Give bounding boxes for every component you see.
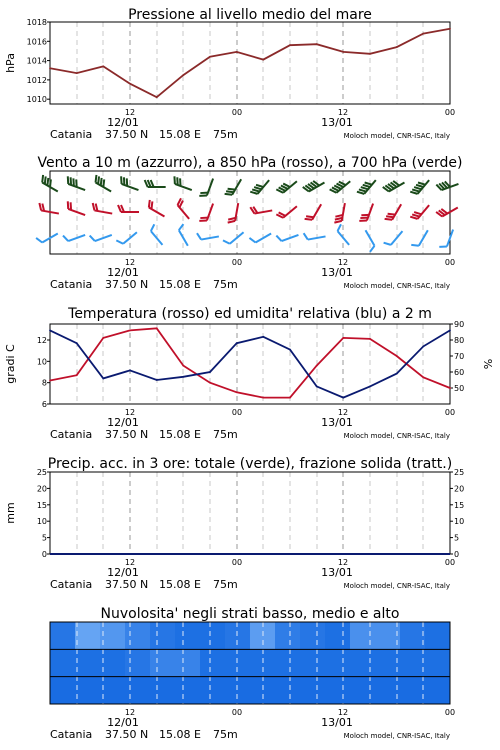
humidity-data-point [129, 370, 131, 372]
precipitation-ytick-label: 10 [36, 517, 47, 527]
wind-barb-850-hPa [359, 201, 373, 223]
pressure-data-point [156, 96, 158, 98]
cloud-date-label: 12/01 [107, 716, 139, 729]
temperature-xtick-label: 00 [444, 408, 456, 417]
precipitation-location-elev: 75m [213, 578, 238, 591]
cloud-cell-alto [275, 622, 301, 649]
pressure-xtick-label: 12 [124, 108, 136, 117]
wind-barb-feather [439, 244, 447, 249]
humidity-ytick-label-right: 90 [454, 320, 465, 329]
precipitation-xtick-label: 12 [124, 558, 136, 567]
wind-barb-850-hPa [92, 203, 114, 214]
temperature-data-point [396, 355, 398, 357]
cloud-cell-alto [425, 622, 451, 649]
wind-barb-700-hPa [330, 176, 351, 195]
chart-title-wind: Vento a 10 m (azzurro), a 850 hPa (rosso), a 700 hPa (verde) [37, 155, 463, 171]
wind-barb-shaft [151, 231, 163, 245]
wind-barb-850-hPa [65, 201, 87, 215]
pressure-data-point [289, 44, 291, 46]
precipitation-right-ytick-label-right: 0 [454, 550, 460, 559]
cloud-cell-alto [325, 622, 351, 649]
cloud-cell-basso [350, 677, 376, 704]
cloud-cell-medio [225, 649, 251, 676]
ylabel-humidity: % [482, 358, 495, 370]
cloud-cell-medio [75, 649, 101, 676]
pressure-data-point [102, 65, 104, 67]
temperature-data-point [262, 397, 264, 399]
wind-barb-10-m [249, 227, 271, 244]
pressure-data-point [342, 51, 344, 53]
cloud-cell-alto [75, 622, 101, 649]
temperature-location-elev: 75m [213, 428, 238, 441]
wind-date-label: 13/01 [321, 266, 353, 279]
wind-barb-10-m [276, 228, 298, 242]
wind-barb-850-hPa [436, 201, 458, 218]
chart-title-temperature: Temperatura (rosso) ed umidita' relativa (blu) a 2 m [68, 306, 432, 322]
pressure-location-city: Catania [50, 128, 93, 141]
wind-barb-feather [276, 235, 281, 243]
cloud-cell-basso [425, 677, 451, 704]
wind-barb-850-hPa [410, 201, 429, 222]
cloud-cell-basso [50, 677, 76, 704]
cloud-cell-alto [50, 622, 76, 649]
wind-barb-shaft [123, 232, 137, 244]
pressure-data-point [396, 46, 398, 48]
wind-barb-10-m [197, 230, 219, 241]
wind-barb-700-hPa [65, 176, 87, 190]
precipitation-date-label: 13/01 [321, 566, 353, 579]
wind-barb-shaft [391, 231, 403, 245]
wind-barb-700-hPa [303, 176, 325, 193]
precipitation-right-ytick-label-right: 10 [454, 517, 465, 527]
temperature-xtick-label: 12 [124, 408, 136, 417]
cloud-cell-medio [200, 649, 226, 676]
precipitation-right-ytick-label-right: 20 [454, 484, 465, 494]
wind-barb-feather [384, 240, 391, 247]
chart-title-clouds: Nuvolosita' negli strati basso, medio e alto [100, 606, 400, 622]
wind-barb-700-hPa [357, 176, 376, 197]
wind-barb-850-hPa [118, 205, 139, 212]
wind-barb-10-m [384, 227, 403, 248]
wind-barb-10-m [177, 224, 194, 246]
cloud-cell-basso [300, 677, 326, 704]
wind-barb-700-hPa [276, 176, 297, 195]
cloud-cell-alto [125, 622, 151, 649]
cloud-cell-medio [350, 649, 376, 676]
pressure-data-point [449, 28, 451, 30]
wind-barb-feather [177, 224, 185, 230]
ylabel-temperature: gradi C [4, 344, 17, 384]
temperature-data-point [289, 397, 291, 399]
cloud-cell-alto [225, 622, 251, 649]
temperature-data-point [316, 365, 318, 367]
wind-barb-700-hPa [199, 176, 213, 198]
temperature-data-point [76, 374, 78, 376]
wind-barb-shaft [230, 232, 244, 244]
temperature-date-label: 13/01 [321, 416, 353, 429]
humidity-ytick-label-right: 70 [454, 352, 465, 361]
cloud-cell-alto [300, 622, 326, 649]
wind-barb-10-m [90, 228, 112, 242]
pressure-ytick-label: 1016 [26, 37, 47, 47]
wind-barb-700-hPa [145, 180, 166, 187]
wind-barb-850-hPa [199, 201, 213, 223]
pressure-xtick-label: 00 [444, 108, 456, 117]
cloud-location-city: Catania [50, 728, 93, 741]
wind-barb-feather [223, 238, 230, 245]
wind-barb-10-m [223, 227, 244, 246]
cloud-location-lon: 15.08 E [159, 728, 201, 741]
humidity-data-point [209, 371, 211, 373]
humidity-data-point [449, 330, 451, 332]
wind-barb-850-hPa [385, 201, 402, 223]
pressure-data-point [262, 59, 264, 61]
wind-barb-feather [36, 236, 42, 244]
humidity-data-point [289, 349, 291, 351]
cloud-cell-basso [100, 677, 126, 704]
cloud-cell-alto [100, 622, 126, 649]
wind-barb-700-hPa [383, 176, 405, 193]
wind-barb-700-hPa [410, 176, 429, 197]
wind-barb-feather [90, 235, 95, 243]
wind-barb-10-m [149, 224, 168, 245]
cloud-date-label: 13/01 [321, 716, 353, 729]
cloud-cell-medio [425, 649, 451, 676]
cloud-cell-alto [400, 622, 426, 649]
temperature-data-point [236, 391, 238, 393]
wind-location-lat: 37.50 N [105, 278, 149, 291]
pressure-data-point [316, 43, 318, 45]
cloud-cell-medio [150, 649, 176, 676]
precipitation-right-ytick-label-right: 5 [454, 533, 460, 543]
humidity-data-point [156, 379, 158, 381]
cloud-cell-medio [325, 649, 351, 676]
pressure-data-point [76, 72, 78, 74]
temperature-data-point [156, 327, 158, 329]
temperature-data-point [449, 387, 451, 389]
temperature-series-line [50, 328, 450, 397]
wind-barb-700-hPa [250, 176, 269, 197]
wind-barb-shaft [338, 231, 350, 245]
wind-barb-850-hPa [176, 198, 195, 219]
pressure-frame [50, 22, 450, 104]
cloud-cell-medio [175, 649, 201, 676]
pressure-data-point [422, 33, 424, 35]
wind-barb-feather [116, 238, 123, 245]
wind-barb-10-m [304, 230, 326, 241]
ylabel-pressure: hPa [4, 53, 17, 73]
pressure-location-lon: 15.08 E [159, 128, 201, 141]
temperature-model-credit: Moloch model, CNR-ISAC, Italy [343, 432, 450, 440]
humidity-data-point [316, 386, 318, 388]
precipitation-model-credit: Moloch model, CNR-ISAC, Italy [343, 582, 450, 590]
pressure-series-line [50, 29, 450, 97]
wind-location-city: Catania [50, 278, 93, 291]
temperature-data-point [342, 337, 344, 339]
cloud-cell-basso [75, 677, 101, 704]
humidity-data-point [182, 376, 184, 378]
cloud-cell-alto [350, 622, 376, 649]
precipitation-xtick-label: 00 [231, 558, 243, 567]
cloud-cell-basso [150, 677, 176, 704]
humidity-data-point [342, 397, 344, 399]
pressure-data-point [209, 56, 211, 58]
temperature-data-point [49, 380, 51, 382]
pressure-model-credit: Moloch model, CNR-ISAC, Italy [343, 132, 450, 140]
precipitation-ytick-label: 20 [36, 484, 47, 494]
temperature-data-point [209, 382, 211, 384]
humidity-series-line [50, 330, 450, 397]
wind-barb-feather [336, 224, 343, 231]
humidity-data-point [396, 373, 398, 375]
cloud-location-elev: 75m [213, 728, 238, 741]
chart-title-precipitation: Precip. acc. in 3 ore: totale (verde), frazione solida (tratt.) [47, 456, 453, 472]
wind-barb-feather [249, 236, 255, 244]
cloud-cell-medio [400, 649, 426, 676]
cloud-cell-medio [100, 649, 126, 676]
wind-barb-700-hPa [93, 175, 115, 192]
precipitation-date-label: 12/01 [107, 566, 139, 579]
precipitation-xtick-label: 00 [444, 558, 456, 567]
ylabel-precipitation: mm [4, 502, 17, 524]
temperature-ytick-label: 8 [41, 378, 47, 388]
wind-barb-10-m [116, 227, 137, 246]
pressure-data-point [129, 83, 131, 85]
temperature-ytick-label: 12 [36, 336, 47, 345]
pressure-data-point [49, 67, 51, 69]
temperature-data-point [182, 365, 184, 367]
wind-xtick-label: 00 [231, 258, 243, 267]
temperature-xtick-label: 00 [231, 408, 243, 417]
precipitation-location-lat: 37.50 N [105, 578, 149, 591]
wind-barb-10-m [439, 227, 453, 249]
temperature-data-point [129, 330, 131, 332]
pressure-data-point [369, 53, 371, 55]
pressure-xtick-label: 00 [231, 108, 243, 117]
cloud-cell-medio [300, 649, 326, 676]
wind-barb-10-m [63, 228, 85, 242]
wind-barb-850-hPa [305, 201, 322, 223]
precipitation-right-ytick-label-right: 15 [454, 500, 465, 510]
pressure-data-point [182, 74, 184, 76]
wind-xtick-label: 12 [337, 258, 349, 267]
cloud-xtick-label: 00 [444, 708, 456, 717]
cloud-xtick-label: 12 [337, 708, 349, 717]
wind-barb-850-hPa [276, 201, 297, 220]
temperature-location-lon: 15.08 E [159, 428, 201, 441]
cloud-cell-basso [225, 677, 251, 704]
precipitation-location-city: Catania [50, 578, 93, 591]
cloud-cell-medio [275, 649, 301, 676]
pressure-location-lat: 37.50 N [105, 128, 149, 141]
pressure-ytick-label: 1010 [26, 95, 47, 105]
cloud-cell-medio [125, 649, 151, 676]
cloud-cell-basso [125, 677, 151, 704]
cloud-xtick-label: 12 [124, 708, 136, 717]
wind-barb-feather [411, 242, 419, 248]
wind-xtick-label: 00 [444, 258, 456, 267]
temperature-data-point [369, 338, 371, 340]
cloud-cell-basso [325, 677, 351, 704]
wind-barb-700-hPa [436, 177, 458, 191]
temperature-data-point [102, 337, 104, 339]
precipitation-ytick-label: 5 [41, 533, 47, 543]
wind-barb-850-hPa [250, 204, 272, 215]
chart-title-pressure: Pressione al livello medio del mare [128, 7, 372, 23]
pressure-xtick-label: 12 [337, 108, 349, 117]
temperature-data-point [422, 376, 424, 378]
humidity-data-point [369, 386, 371, 388]
wind-location-lon: 15.08 E [159, 278, 201, 291]
humidity-data-point [76, 342, 78, 344]
cloud-cell-basso [200, 677, 226, 704]
precipitation-ytick-label: 15 [36, 500, 47, 510]
pressure-ytick-label: 1012 [26, 75, 47, 85]
temperature-location-lat: 37.50 N [105, 428, 149, 441]
wind-location-elev: 75m [213, 278, 238, 291]
wind-barb-10-m [36, 227, 58, 244]
pressure-location-elev: 75m [213, 128, 238, 141]
temperature-date-label: 12/01 [107, 416, 139, 429]
wind-model-credit: Moloch model, CNR-ISAC, Italy [343, 282, 450, 290]
wind-xtick-label: 12 [124, 258, 136, 267]
precipitation-ytick-label: 0 [41, 550, 47, 559]
pressure-data-point [236, 51, 238, 53]
wind-date-label: 12/01 [107, 266, 139, 279]
wind-barb-feather [197, 233, 201, 240]
cloud-cell-medio [50, 649, 76, 676]
cloud-cell-alto [200, 622, 226, 649]
precipitation-frame [50, 472, 450, 554]
cloud-cell-alto [150, 622, 176, 649]
temperature-xtick-label: 12 [337, 408, 349, 417]
precipitation-ytick-label: 25 [36, 468, 47, 477]
humidity-data-point [262, 336, 264, 338]
wind-barb-10-m [336, 224, 355, 245]
cloud-cell-basso [400, 677, 426, 704]
humidity-ytick-label-right: 60 [454, 368, 465, 377]
cloud-model-credit: Moloch model, CNR-ISAC, Italy [343, 732, 450, 740]
temperature-ytick-label: 6 [41, 400, 47, 409]
pressure-ytick-label: 1018 [26, 18, 47, 27]
cloud-xtick-label: 00 [231, 708, 243, 717]
pressure-ytick-label: 1014 [26, 56, 47, 66]
wind-barb-feather [149, 224, 156, 231]
precipitation-xtick-label: 12 [337, 558, 349, 567]
humidity-data-point [422, 346, 424, 348]
humidity-ytick-label-right: 80 [454, 336, 465, 345]
wind-barb-10-m [411, 227, 428, 249]
precipitation-location-lon: 15.08 E [159, 578, 201, 591]
wind-barb-10-m [359, 230, 376, 252]
cloud-location-lat: 37.50 N [105, 728, 149, 741]
wind-barb-700-hPa [225, 176, 242, 198]
humidity-data-point [236, 342, 238, 344]
humidity-ytick-label-right: 50 [454, 384, 465, 393]
temperature-location-city: Catania [50, 428, 93, 441]
precipitation-right-ytick-label-right: 25 [454, 468, 465, 477]
wind-barb-850-hPa [38, 203, 60, 214]
cloud-cell-basso [275, 677, 301, 704]
cloud-cell-basso [175, 677, 201, 704]
temperature-ytick-label: 10 [36, 357, 47, 367]
humidity-data-point [49, 330, 51, 332]
pressure-date-label: 13/01 [321, 116, 353, 129]
pressure-date-label: 12/01 [107, 116, 139, 129]
wind-barb-feather [63, 235, 68, 243]
wind-barb-feather [304, 233, 308, 240]
cloud-cell-alto [175, 622, 201, 649]
humidity-data-point [102, 378, 104, 380]
